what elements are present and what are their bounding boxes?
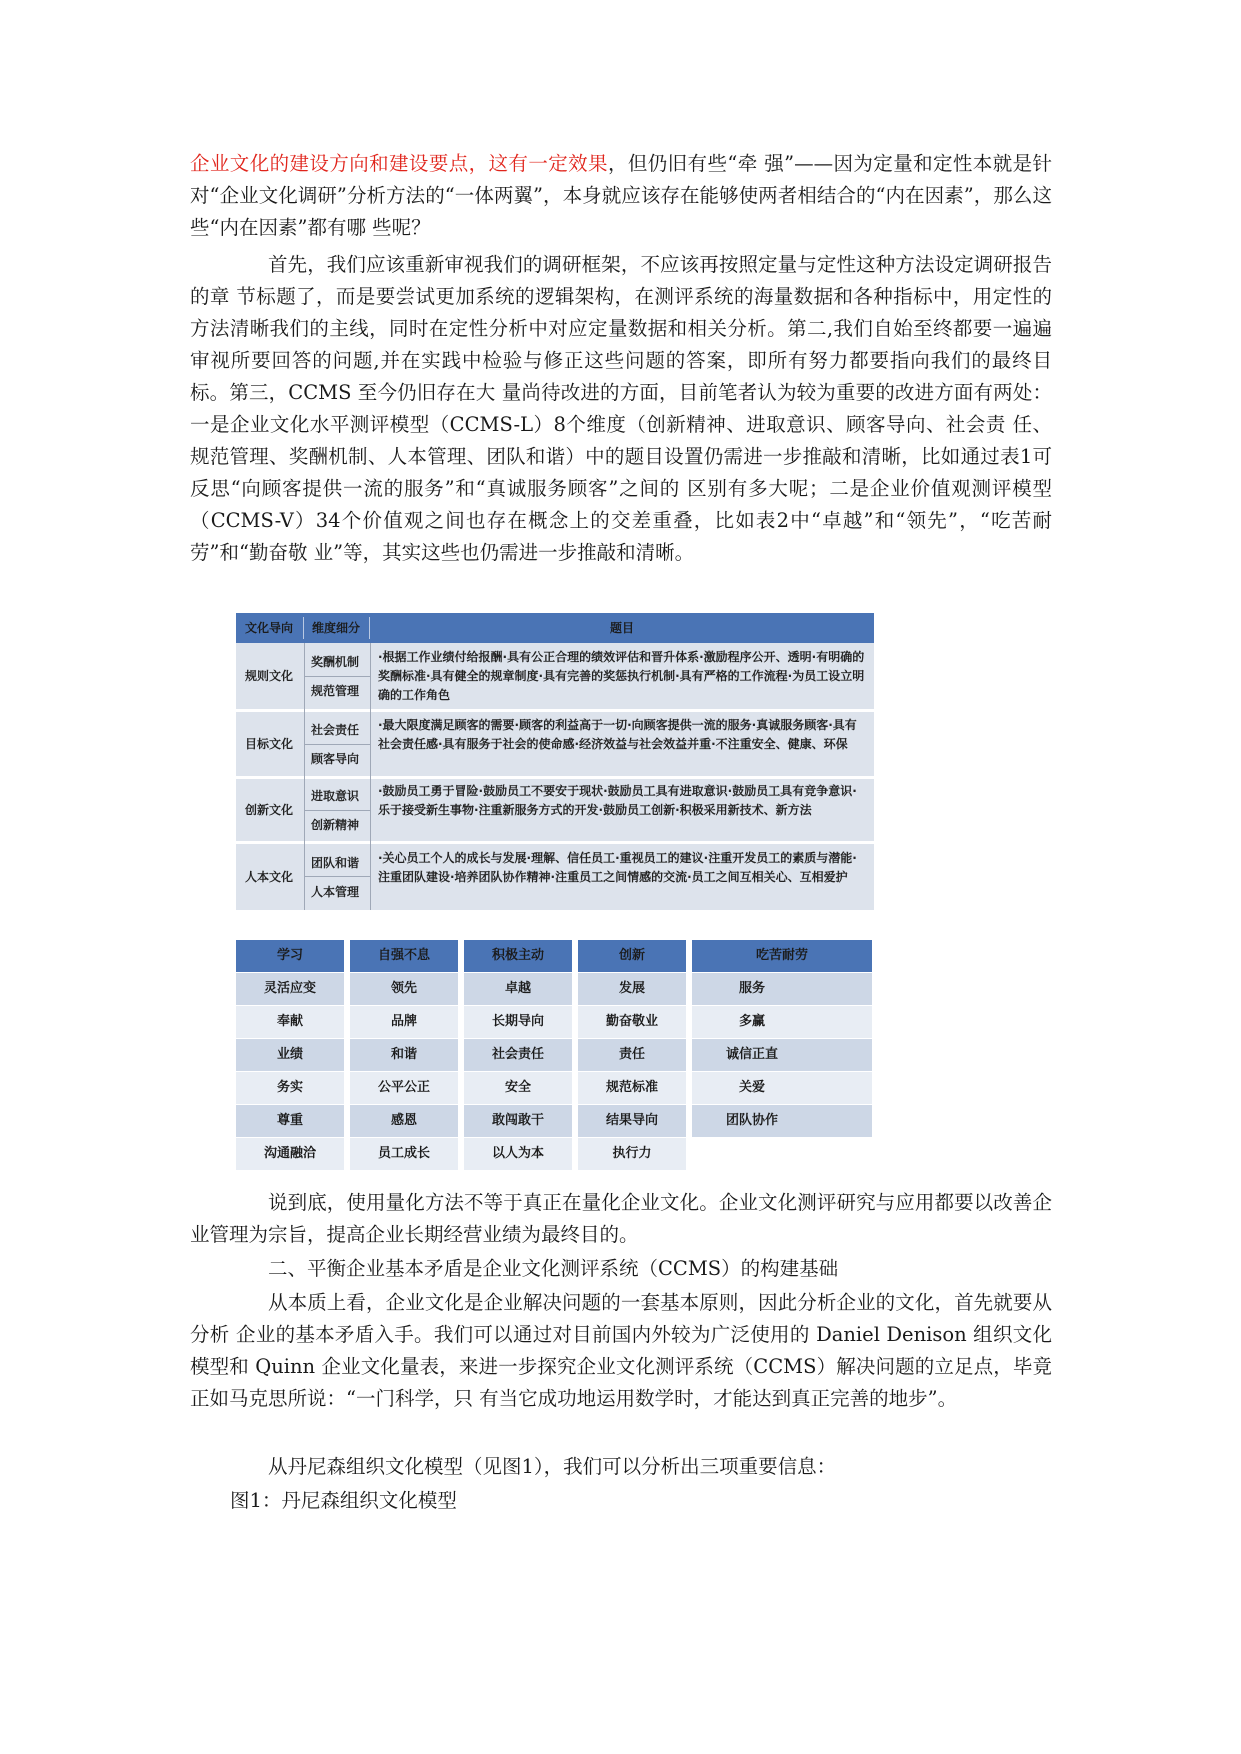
table-cell: 业绩 <box>276 1047 303 1062</box>
table-cell: 奉献 <box>276 1014 303 1029</box>
highlighted-text: 企业文化的建设方向和建设要点，这有一定效果 <box>190 152 608 175</box>
paragraph-denison: 从丹尼森组织文化模型（见图1），我们可以分析出三项重要信息： <box>268 1455 837 1478</box>
table-row <box>236 1072 872 1104</box>
table-cell: 诚信正直 <box>725 1047 778 1062</box>
table-cell: 结果导向 <box>605 1113 658 1128</box>
table-cell: 规范标准 <box>605 1080 658 1095</box>
subdimension-cell: 人本管理 <box>310 885 359 899</box>
header-cell: 文化导向 <box>244 621 293 635</box>
table-cell: 领先 <box>390 981 417 996</box>
table-values <box>236 940 872 1168</box>
header-cell: 积极主动 <box>491 948 544 963</box>
header-cell: 创新 <box>618 948 645 963</box>
table-cell: 发展 <box>618 981 645 996</box>
paragraph-basis: 从本质上看，企业文化是企业解决问题的一套基本原则，因此分析企业的文化，首先就要从分析 企业的基本矛盾入手。我们可以通过对目前国内外较为广泛使用的 Daniel Denison 组织文化模型和 Quinn 企业文化量表，来进一步探究企业文化测评系统（CCMS）解决问题的立足点，毕竟正如马克思所说：“一门科学，只 有当它成功地运用数学时，才能达到真正完善的地步”。 <box>190 1291 1052 1410</box>
section-heading: 二、平衡企业基本矛盾是企业文化测评系统（CCMS）的构建基础 <box>268 1257 839 1280</box>
category-cell: 人本文化 <box>244 870 293 884</box>
table-cell: 关爱 <box>738 1080 765 1095</box>
table-cell: 和谐 <box>390 1047 417 1062</box>
subdimension-cell: 顾客导向 <box>310 752 359 766</box>
table-cell: 卓越 <box>504 981 531 996</box>
table-cell: 公平公正 <box>377 1080 430 1095</box>
table-row <box>236 1006 872 1038</box>
table-group <box>236 844 874 910</box>
figure-caption: 图1：丹尼森组织文化模型 <box>230 1489 457 1512</box>
table-cell: 员工成长 <box>377 1146 430 1161</box>
category-cell: 创新文化 <box>244 803 293 817</box>
header-cell: 自强不息 <box>377 948 430 963</box>
category-cell: 目标文化 <box>244 737 293 751</box>
subdimension-cell: 团队和谐 <box>310 856 359 870</box>
category-cell: 规则文化 <box>244 669 293 683</box>
table-cell: 感恩 <box>390 1113 417 1128</box>
table-row <box>236 1039 872 1071</box>
table-cell: 多赢 <box>738 1014 765 1029</box>
table-cell: 长期导向 <box>491 1014 544 1029</box>
table-cell: 团队协作 <box>725 1113 778 1128</box>
table-row <box>236 1138 686 1170</box>
items-text: ·最大限度满足顾客的需要·顾客的利益高于一切·向顾客提供一流的服务·真诚服务顾客·具有社会责任感·具有服务于社会的使命感·经济效益与社会效益并重·不注重安全、健康、环保 <box>378 718 857 751</box>
table-cell: 社会责任 <box>491 1047 544 1062</box>
table-header <box>236 613 874 643</box>
items-text: ·关心员工个人的成长与发展·理解、信任员工·重视员工的建议·注重开发员工的素质与潜能·注重团队建设·培养团队协作精神·注重员工之间情感的交流·员工之间互相关心、互相爱护 <box>378 851 857 884</box>
subdimension-cell: 创新精神 <box>310 818 359 832</box>
table-cell: 责任 <box>618 1047 645 1062</box>
header-cell: 学习 <box>276 948 303 963</box>
table-culture-dimensions <box>236 613 874 910</box>
header-cell: 题目 <box>609 621 634 635</box>
table-cell: 勤奋敬业 <box>605 1014 658 1029</box>
header-cell: 吃苦耐劳 <box>755 948 808 963</box>
items-text: ·根据工作业绩付给报酬·具有公正合理的绩效评估和晋升体系·激励程序公开、透明·有明确的奖酬标准·具有健全的规章制度·具有完善的奖惩执行机制·具有严格的工作流程·为员工设立明确的工作角色 <box>378 650 865 702</box>
paragraph-improvements: 首先，我们应该重新审视我们的调研框架，不应该再按照定量与定性这种方法设定调研报告的章 节标题了，而是要尝试更加系统的逻辑架构，在测评系统的海量数据和各种指标中，用定性的方法清晰我们的主线，同时在定性分析中对应定量数据和相关分析。第二,我们自始至终都要一遍遍审视所要回答的问题,并在实践中检验与修正这些问题的答案，即所有努力都要指向我们的最终目标。第三，CCMS 至今仍旧存在大 量尚待改进的方面，目前笔者认为较为重要的改进方面有两处：一是企业文化水平测评模型（CCMS-L）8个维度（创新精神、进取意识、顾客导向、社会责 任、规范管理、奖酬机制、人本管理、团队和谐）中的题目设置仍需进一步推敲和清晰，比如通过表1可反思“向顾客提供一流的服务”和“真诚服务顾客”之间的 区别有多大呢；二是企业价值观测评模型（CCMS-V）34个价值观之间也存在概念上的交差重叠，比如表2中“卓越”和“领先”，“吃苦耐劳”和“勤奋敬 业”等，其实这些也仍需进一步推敲和清晰。 <box>190 253 1052 564</box>
table-row <box>236 1105 872 1137</box>
header-cell: 维度细分 <box>311 621 360 635</box>
table-cell: 尊重 <box>276 1113 303 1128</box>
paragraph-conclusion: 说到底，使用量化方法不等于真正在量化企业文化。企业文化测评研究与应用都要以改善企业管理为宗旨，提高企业长期经营业绩为最终目的。 <box>190 1191 1052 1246</box>
table-cell: 灵活应变 <box>263 981 316 996</box>
items-text: ·鼓励员工勇于冒险·鼓励员工不要安于现状·鼓励员工具有进取意识·鼓励员工具有竞争意识·乐于接受新生事物·注重新服务方式的开发·鼓励员工创新·积极采用新技术、新方法 <box>378 784 857 817</box>
subdimension-cell: 进取意识 <box>310 789 359 803</box>
paragraph-text: ，但仍旧有些“牵 强”——因为定量和定性本就是针对“企业文化调研”分析方法的“一体两翼”，本身就应该存在能够使两者相结合的“内在因素”，那么这些“内在因素”都有哪 些呢？ <box>190 152 1052 239</box>
subdimension-cell: 规范管理 <box>310 684 359 698</box>
table-cell: 执行力 <box>612 1146 652 1161</box>
table-header-row <box>236 940 872 972</box>
subdimension-cell: 社会责任 <box>310 723 359 737</box>
table-cell: 安全 <box>504 1080 531 1095</box>
subdimension-cell: 奖酬机制 <box>310 655 359 669</box>
table-cell: 品牌 <box>390 1014 417 1029</box>
table-cell: 敢闯敢干 <box>491 1113 544 1128</box>
table-cell: 服务 <box>738 981 765 996</box>
table-cell: 沟通融洽 <box>263 1146 316 1161</box>
paragraph-intro <box>190 148 1052 244</box>
table-row <box>236 973 872 1005</box>
table-cell: 以人为本 <box>491 1146 544 1161</box>
table-cell: 务实 <box>276 1080 303 1095</box>
